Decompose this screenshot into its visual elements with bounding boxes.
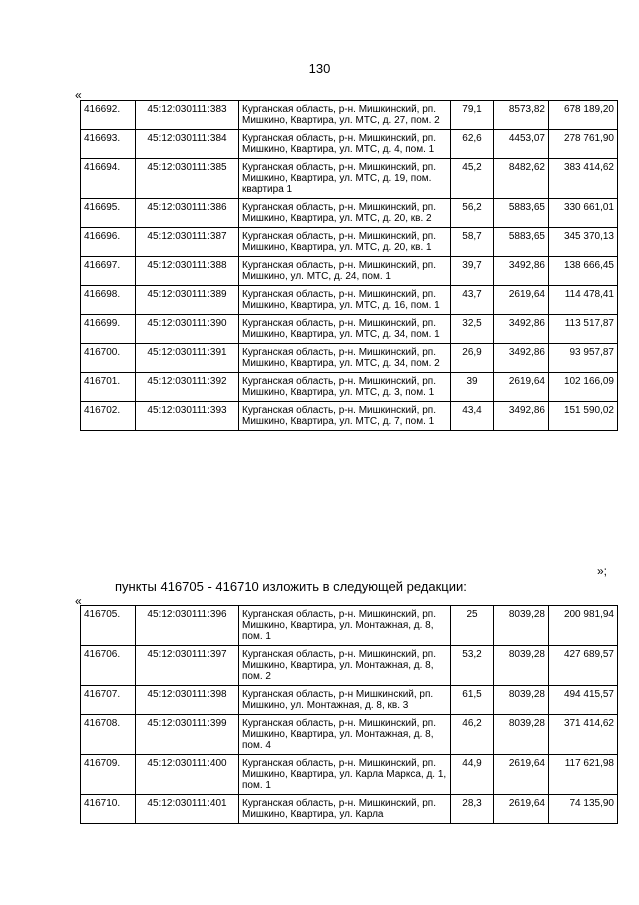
unit-price-cell: 2619,64: [494, 755, 549, 795]
table-row: [81, 715, 618, 755]
cadastral-value-cell: 138 666,45: [549, 257, 618, 286]
area-cell: 53,2: [451, 646, 494, 686]
cadastral-number-cell: 45:12:030111:396: [136, 606, 239, 646]
cadastral-number-cell: 45:12:030111:389: [136, 286, 239, 315]
cadastral-value-cell: 117 621,98: [549, 755, 618, 795]
cadastral-value-cell: 151 590,02: [549, 402, 618, 431]
cadastral-value-cell: 114 478,41: [549, 286, 618, 315]
cadastral-number-cell: 45:12:030111:384: [136, 130, 239, 159]
unit-price-cell: 8039,28: [494, 715, 549, 755]
unit-price-cell: 2619,64: [494, 795, 549, 824]
row-number-cell: 416702.: [81, 402, 136, 431]
row-number-cell: 416697.: [81, 257, 136, 286]
address-cell: Курганская область, р-н. Мишкинский, рп. Мишкино, Квартира, ул. МТС, д. 34, пом. 1: [239, 315, 451, 344]
open-quote: «: [75, 88, 82, 102]
cadastral-number-cell: 45:12:030111:398: [136, 686, 239, 715]
address-cell: Курганская область, р-н. Мишкинский, рп. Мишкино, Квартира, ул. МТС, д. 20, кв. 1: [239, 228, 451, 257]
table-row: [81, 795, 618, 824]
address-cell: Курганская область, р-н. Мишкинский, рп. Мишкино, Квартира, ул. Монтажная, д. 8, пом. 4: [239, 715, 451, 755]
area-cell: 43,4: [451, 402, 494, 431]
area-cell: 39,7: [451, 257, 494, 286]
cadastral-number-cell: 45:12:030111:401: [136, 795, 239, 824]
cadastral-number-cell: 45:12:030111:388: [136, 257, 239, 286]
table-row: [81, 228, 618, 257]
area-cell: 56,2: [451, 199, 494, 228]
row-number-cell: 416693.: [81, 130, 136, 159]
table-row: [81, 257, 618, 286]
table-row: [81, 130, 618, 159]
cadastral-number-cell: 45:12:030111:390: [136, 315, 239, 344]
unit-price-cell: 3492,86: [494, 344, 549, 373]
cadastral-value-cell: 102 166,09: [549, 373, 618, 402]
row-number-cell: 416709.: [81, 755, 136, 795]
table-row: [81, 373, 618, 402]
address-cell: Курганская область, р-н. Мишкинский, рп. Мишкино, Квартира, ул. МТС, д. 27, пом. 2: [239, 101, 451, 130]
open-quote: «: [75, 594, 82, 608]
unit-price-cell: 2619,64: [494, 373, 549, 402]
row-number-cell: 416696.: [81, 228, 136, 257]
cadastral-number-cell: 45:12:030111:391: [136, 344, 239, 373]
cadastral-value-cell: 74 135,90: [549, 795, 618, 824]
unit-price-cell: 8039,28: [494, 606, 549, 646]
unit-price-cell: 3492,86: [494, 257, 549, 286]
cadastral-value-cell: 330 661,01: [549, 199, 618, 228]
unit-price-cell: 2619,64: [494, 286, 549, 315]
address-cell: Курганская область, р-н. Мишкинский, рп. Мишкино, Квартира, ул. МТС, д. 20, кв. 2: [239, 199, 451, 228]
cadastral-value-cell: 345 370,13: [549, 228, 618, 257]
address-cell: Курганская область, р-н. Мишкинский, рп. Мишкино, Квартира, ул. МТС, д. 3, пом. 1: [239, 373, 451, 402]
cadastral-number-cell: 45:12:030111:387: [136, 228, 239, 257]
row-number-cell: 416699.: [81, 315, 136, 344]
area-cell: 44,9: [451, 755, 494, 795]
cadastral-number-cell: 45:12:030111:397: [136, 646, 239, 686]
row-number-cell: 416698.: [81, 286, 136, 315]
cadastral-value-cell: 383 414,62: [549, 159, 618, 199]
table-row: [81, 606, 618, 646]
row-number-cell: 416710.: [81, 795, 136, 824]
address-cell: Курганская область, р-н. Мишкинский, рп. Мишкино, Квартира, ул. МТС, д. 16, пом. 1: [239, 286, 451, 315]
area-cell: 45,2: [451, 159, 494, 199]
cadastral-number-cell: 45:12:030111:383: [136, 101, 239, 130]
area-cell: 39: [451, 373, 494, 402]
cadastral-number-cell: 45:12:030111:393: [136, 402, 239, 431]
table-row: [81, 286, 618, 315]
area-cell: 79,1: [451, 101, 494, 130]
row-number-cell: 416708.: [81, 715, 136, 755]
table-row: [81, 686, 618, 715]
amendment-paragraph: пункты 416705 - 416710 изложить в следующей редакции:: [115, 579, 467, 594]
cadastral-value-cell: 678 189,20: [549, 101, 618, 130]
table-row: [81, 402, 618, 431]
row-number-cell: 416701.: [81, 373, 136, 402]
area-cell: 46,2: [451, 715, 494, 755]
cadastral-number-cell: 45:12:030111:399: [136, 715, 239, 755]
unit-price-cell: 3492,86: [494, 315, 549, 344]
cadastral-value-cell: 200 981,94: [549, 606, 618, 646]
address-cell: Курганская область, р-н. Мишкинский, рп. Мишкино, Квартира, ул. МТС, д. 7, пом. 1: [239, 402, 451, 431]
address-cell: Курганская область, р-н. Мишкинский, рп. Мишкино, Квартира, ул. Монтажная, д. 8, пом. 2: [239, 646, 451, 686]
row-number-cell: 416692.: [81, 101, 136, 130]
cadastral-value-cell: 93 957,87: [549, 344, 618, 373]
area-cell: 25: [451, 606, 494, 646]
table-row: [81, 344, 618, 373]
page-number: 130: [308, 61, 331, 76]
cadastral-number-cell: 45:12:030111:386: [136, 199, 239, 228]
table-row: [81, 315, 618, 344]
row-number-cell: 416705.: [81, 606, 136, 646]
row-number-cell: 416707.: [81, 686, 136, 715]
area-cell: 43,7: [451, 286, 494, 315]
unit-price-cell: 5883,65: [494, 228, 549, 257]
row-number-cell: 416706.: [81, 646, 136, 686]
address-cell: Курганская область, р-н. Мишкинский, рп. Мишкино, Квартира, ул. МТС, д. 34, пом. 2: [239, 344, 451, 373]
unit-price-cell: 8039,28: [494, 646, 549, 686]
cadastral-value-cell: 278 761,90: [549, 130, 618, 159]
area-cell: 32,5: [451, 315, 494, 344]
address-cell: Курганская область, р-н. Мишкинский, рп. Мишкино, Квартира, ул. Карла: [239, 795, 451, 824]
cadastral-number-cell: 45:12:030111:385: [136, 159, 239, 199]
address-cell: Курганская область, р-н. Мишкинский, рп. Мишкино, Квартира, ул. МТС, д. 19, пом. квартира 1: [239, 159, 451, 199]
cadastral-value-cell: 494 415,57: [549, 686, 618, 715]
cadastral-number-cell: 45:12:030111:400: [136, 755, 239, 795]
unit-price-cell: 8573,82: [494, 101, 549, 130]
area-cell: 61,5: [451, 686, 494, 715]
unit-price-cell: 8039,28: [494, 686, 549, 715]
cadastral-value-cell: 427 689,57: [549, 646, 618, 686]
table-row: [81, 199, 618, 228]
table-row: [81, 159, 618, 199]
cadastral-number-cell: 45:12:030111:392: [136, 373, 239, 402]
address-cell: Курганская область, р-н. Мишкинский, рп. Мишкино, Квартира, ул. МТС, д. 4, пом. 1: [239, 130, 451, 159]
unit-price-cell: 4453,07: [494, 130, 549, 159]
address-cell: Курганская область, р-н. Мишкинский, рп. Мишкино, Квартира, ул. Монтажная, д. 8, пом. 1: [239, 606, 451, 646]
registry-table-1: [80, 100, 618, 431]
cadastral-value-cell: 371 414,62: [549, 715, 618, 755]
registry-table-2: [80, 605, 618, 824]
row-number-cell: 416694.: [81, 159, 136, 199]
address-cell: Курганская область, р-н Мишкинский, рп. Мишкино, ул. Монтажная, д. 8, кв. 3: [239, 686, 451, 715]
unit-price-cell: 8482,62: [494, 159, 549, 199]
unit-price-cell: 5883,65: [494, 199, 549, 228]
area-cell: 58,7: [451, 228, 494, 257]
unit-price-cell: 3492,86: [494, 402, 549, 431]
area-cell: 62,6: [451, 130, 494, 159]
area-cell: 28,3: [451, 795, 494, 824]
table-row: [81, 101, 618, 130]
cadastral-value-cell: 113 517,87: [549, 315, 618, 344]
table-row: [81, 646, 618, 686]
table-row: [81, 755, 618, 795]
address-cell: Курганская область, р-н. Мишкинский, рп. Мишкино, ул. МТС, д. 24, пом. 1: [239, 257, 451, 286]
row-number-cell: 416695.: [81, 199, 136, 228]
area-cell: 26,9: [451, 344, 494, 373]
row-number-cell: 416700.: [81, 344, 136, 373]
address-cell: Курганская область, р-н. Мишкинский, рп. Мишкино, Квартира, ул. Карла Маркса, д. 1, пом. 1: [239, 755, 451, 795]
close-quote: »;: [597, 564, 608, 578]
